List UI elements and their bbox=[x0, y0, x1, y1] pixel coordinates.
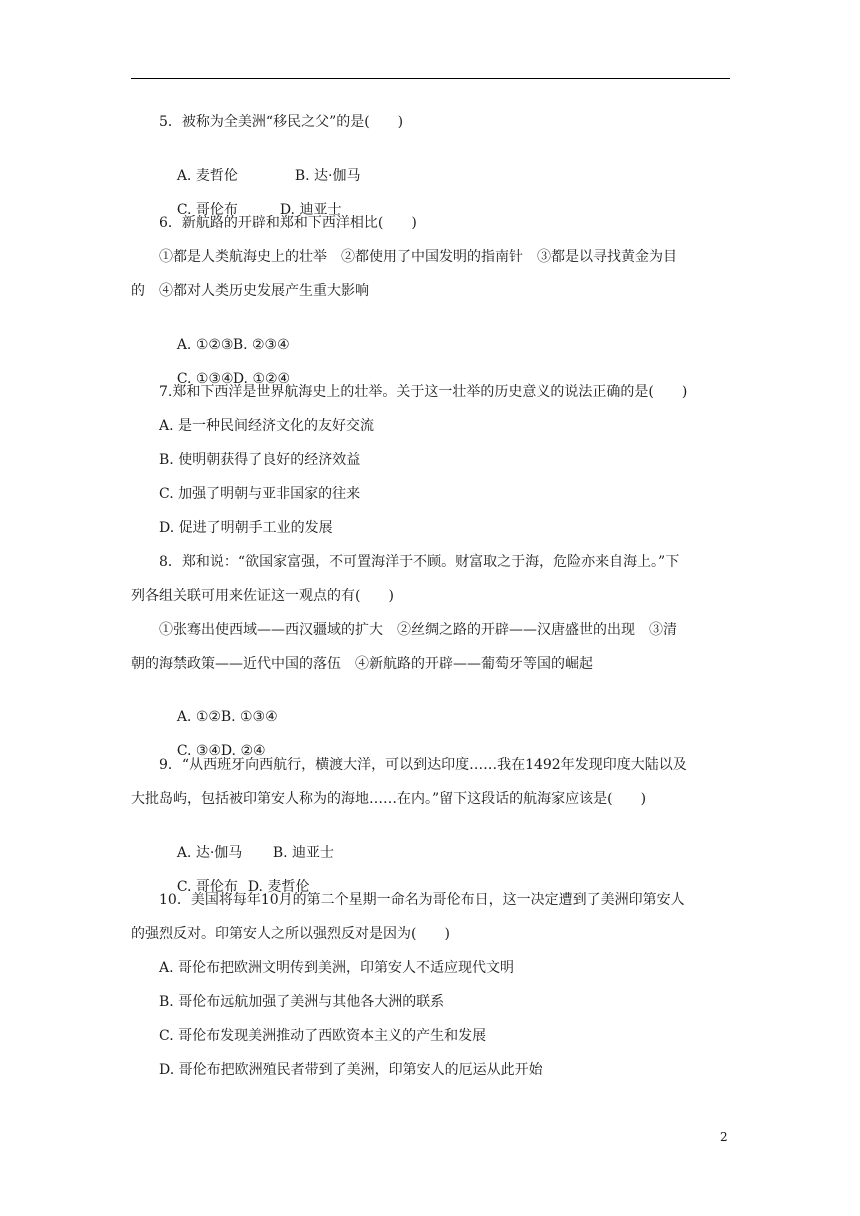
question-7-option-b[interactable]: B. 使明朝获得了良好的经济效益 bbox=[159, 452, 361, 468]
question-8-statements-line-1: ①张骞出使西域——西汉疆域的扩大 ②丝绸之路的开辟——汉唐盛世的出现 ③清 bbox=[159, 622, 677, 638]
question-10-option-b[interactable]: B. 哥伦布远航加强了美洲与其他各大洲的联系 bbox=[159, 994, 445, 1010]
option-c[interactable]: C. ①③④ bbox=[176, 371, 234, 387]
question-6-stem-line-1: 6．新航路的开辟和郑和下西洋相比( ) bbox=[159, 215, 417, 231]
question-6-statements-line-2: 的 ④都对人类历史发展产生重大影响 bbox=[131, 283, 369, 299]
question-7-option-a[interactable]: A. 是一种民间经济文化的友好交流 bbox=[159, 418, 375, 434]
option-a[interactable]: A. ①② bbox=[176, 709, 221, 725]
option-b[interactable]: B. ①③④ bbox=[220, 709, 278, 725]
question-7-option-d[interactable]: D. 促进了明朝手工业的发展 bbox=[159, 520, 333, 536]
question-9-stem-line-1: 9．“从西班牙向西航行，横渡大洋，可以到达印度……我在1492年发现印度大陆以及 bbox=[159, 757, 687, 773]
option-b[interactable]: B. 达·伽马 bbox=[294, 168, 361, 184]
question-8-stem-line-1: 8．郑和说：“欲国家富强，不可置海洋于不顾。财富取之于海，危险亦来自海上。”下 bbox=[159, 554, 680, 570]
question-7-option-c[interactable]: C. 加强了明朝与亚非国家的往来 bbox=[159, 486, 361, 502]
option-a[interactable]: A. 麦哲伦 bbox=[176, 168, 238, 184]
question-10-option-d[interactable]: D. 哥伦布把欧洲殖民者带到了美洲，印第安人的厄运从此开始 bbox=[159, 1062, 543, 1078]
option-d[interactable]: D. 麦哲伦 bbox=[247, 879, 310, 895]
option-d[interactable]: D. 迪亚士 bbox=[279, 202, 342, 218]
option-c[interactable]: C. 哥伦布 bbox=[176, 202, 238, 218]
option-c[interactable]: C. 哥伦布 bbox=[176, 879, 238, 895]
header-rule bbox=[131, 78, 730, 79]
question-10-stem-line-2: 的强烈反对。印第安人之所以强烈反对是因为( ) bbox=[131, 926, 450, 942]
question-7-stem-line-1: 7.郑和下西洋是世界航海史上的壮举。关于这一壮举的历史意义的说法正确的是( ) bbox=[159, 384, 688, 400]
option-a[interactable]: A. ①②③ bbox=[176, 337, 234, 353]
question-8-statements-line-2: 朝的海禁政策——近代中国的落伍 ④新航路的开辟——葡萄牙等国的崛起 bbox=[131, 656, 593, 672]
question-5-stem-line-1: 5．被称为全美洲“移民之父”的是( ) bbox=[159, 114, 404, 130]
question-8-stem-line-2: 列各组关联可用来佐证这一观点的有( ) bbox=[131, 588, 394, 604]
option-a[interactable]: A. 达·伽马 bbox=[176, 845, 243, 861]
option-b[interactable]: B. 迪亚士 bbox=[272, 845, 335, 861]
question-10-option-c[interactable]: C. 哥伦布发现美洲推动了西欧资本主义的产生和发展 bbox=[159, 1028, 487, 1044]
question-10-stem-line-1: 10．美国将每年10月的第二个星期一命名为哥伦布日，这一决定遭到了美洲印第安人 bbox=[159, 892, 685, 908]
question-6-statements-line-1: ①都是人类航海史上的壮举 ②都使用了中国发明的指南针 ③都是以寻找黄金为目 bbox=[159, 249, 677, 265]
question-10-option-a[interactable]: A. 哥伦布把欧洲文明传到美洲，印第安人不适应现代文明 bbox=[159, 960, 515, 976]
page-number: 2 bbox=[720, 1130, 728, 1144]
option-d[interactable]: D. ①②④ bbox=[232, 371, 291, 387]
option-d[interactable]: D. ②④ bbox=[220, 743, 266, 759]
option-b[interactable]: B. ②③④ bbox=[232, 337, 290, 353]
option-c[interactable]: C. ③④ bbox=[176, 743, 222, 759]
question-9-stem-line-2: 大批岛屿，包括被印第安人称为的海地……在内。”留下这段话的航海家应该是( ) bbox=[131, 791, 647, 807]
